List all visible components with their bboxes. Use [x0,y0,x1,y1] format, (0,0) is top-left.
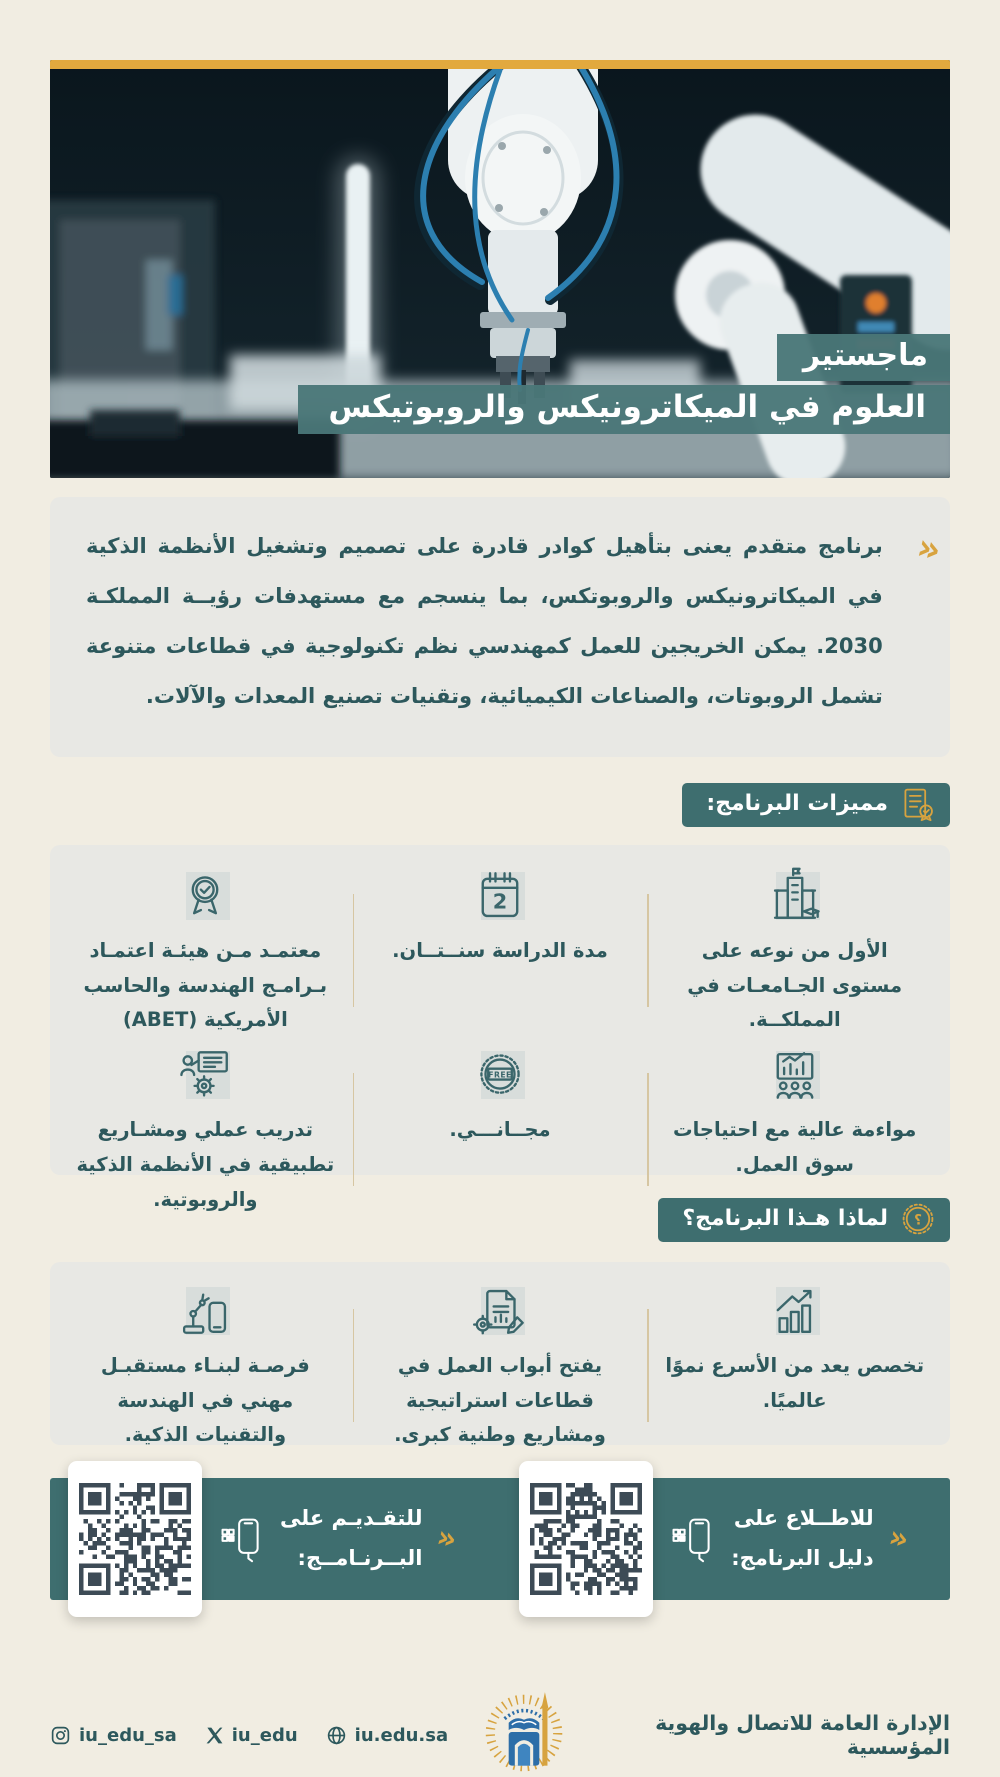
accreditation-medal-icon [176,867,234,925]
chevron-icon: « [912,526,946,572]
why-item [647,1282,942,1453]
feature-text: تدريب عملي ومشـاريع تطبيقية في الأنظمة الذكية والروبوتية. [76,1118,335,1211]
x-link[interactable] [205,1725,298,1746]
calendar-icon [471,867,529,925]
why-text: يفتح أبواب العمل في قطاعات استراتيجية ومشاريع وطنية كبرى. [394,1354,606,1447]
practical-training-icon [176,1046,234,1104]
strategic-sectors-icon [471,1282,529,1340]
website-url: iu.edu.sa [354,1724,449,1746]
program-description-card [50,497,950,757]
why-grid [50,1262,950,1445]
scan-phone-icon [668,1515,716,1563]
certificate-badge-icon [900,786,936,822]
guide-label: للاطــلاع على دليل البرنامج: [731,1506,874,1570]
feature-item [353,1046,648,1217]
hero-image [50,60,950,478]
feature-text: مجــانـــي. [449,1118,551,1142]
why-item [353,1282,648,1453]
feature-text: مدة الدراسة سنــتــان. [392,939,608,962]
free-badge-icon [471,1046,529,1104]
apply-qr-code[interactable] [79,1483,191,1595]
program-description: برنامج متقدم يعنى بتأهيل كوادر قادرة على تصميم وتشغيل الأنظمة الذكية في الميكاترونيكس والروبوتكس، بما ينسجم مع مستهدفات رؤيــة المملكـة 2030. يمكن الخريجين للعمل كمهندسي نظم تكنولوجية في قطاعات متنوعة تشمل الروبوتات، والصناعات الكيميائية، وتقنيات تصنيع المعدات والآلات. [86,534,883,708]
apply-label: للتقـديـم على البــرنـامــج: [280,1506,423,1570]
svg-text:2: 2 [492,889,508,914]
university-building-icon [766,867,824,925]
website-link[interactable] [326,1725,448,1746]
gold-top-bar [50,60,950,69]
features-section-title: مميزات البرنامج: [706,791,888,816]
why-text: تخصص يعد من الأسرع نموًا عالميًا. [665,1354,925,1412]
instagram-handle: iu_edu_sa [79,1724,177,1746]
why-text: فرصـة لبنـاء مستقبـل مهني في الهندسة والتقنيات الذكية. [100,1354,310,1447]
globe-icon [326,1725,347,1746]
feature-item [647,1046,942,1217]
degree-title: ماجستير [777,334,950,381]
apply-qr-card[interactable] [68,1461,202,1617]
labor-market-icon [766,1046,824,1104]
program-guide-group [519,1461,913,1617]
chevron-icon: « [884,1519,913,1558]
svg-text:؟: ؟ [914,1211,922,1228]
footer [50,1684,950,1777]
x-handle: iu_edu [231,1724,298,1746]
feature-item [647,867,942,1038]
qr-links-banner [50,1478,950,1600]
x-icon [205,1726,224,1745]
features-section-header [682,783,950,827]
feature-text: الأول من نوعه على مستوى الجـامعـات في المملكــة. [687,939,903,1032]
feature-text: مواءمة عالية مع احتياجات سوق العمل. [673,1118,917,1176]
apply-group [68,1461,461,1617]
guide-qr-code[interactable] [530,1483,642,1595]
feature-text: معتمـد مـن هيئـة اعتمـاد بـرامـج الهندسة والحاسب الأمريكية (ABET) [83,939,328,1032]
university-logo [478,1684,570,1777]
scan-phone-icon [217,1515,265,1563]
why-item [58,1282,353,1453]
growth-chart-icon [766,1282,824,1340]
instagram-link[interactable] [50,1725,177,1746]
why-section-title: لماذا هـذا البرنامج؟ [682,1206,888,1231]
guide-qr-card[interactable] [519,1461,653,1617]
career-future-icon [176,1282,234,1340]
chevron-icon: « [433,1519,461,1558]
feature-item [58,867,353,1038]
program-title: العلوم في الميكاترونيكس والروبوتيكس [298,385,950,434]
feature-item [58,1046,353,1217]
social-links [50,1725,448,1746]
svg-text:FREE: FREE [488,1070,512,1080]
department-name: الإدارة العامة للاتصال والهوية المؤسسية [655,1711,950,1759]
features-grid [50,845,950,1211]
instagram-icon [50,1725,71,1746]
feature-item [353,867,648,1038]
